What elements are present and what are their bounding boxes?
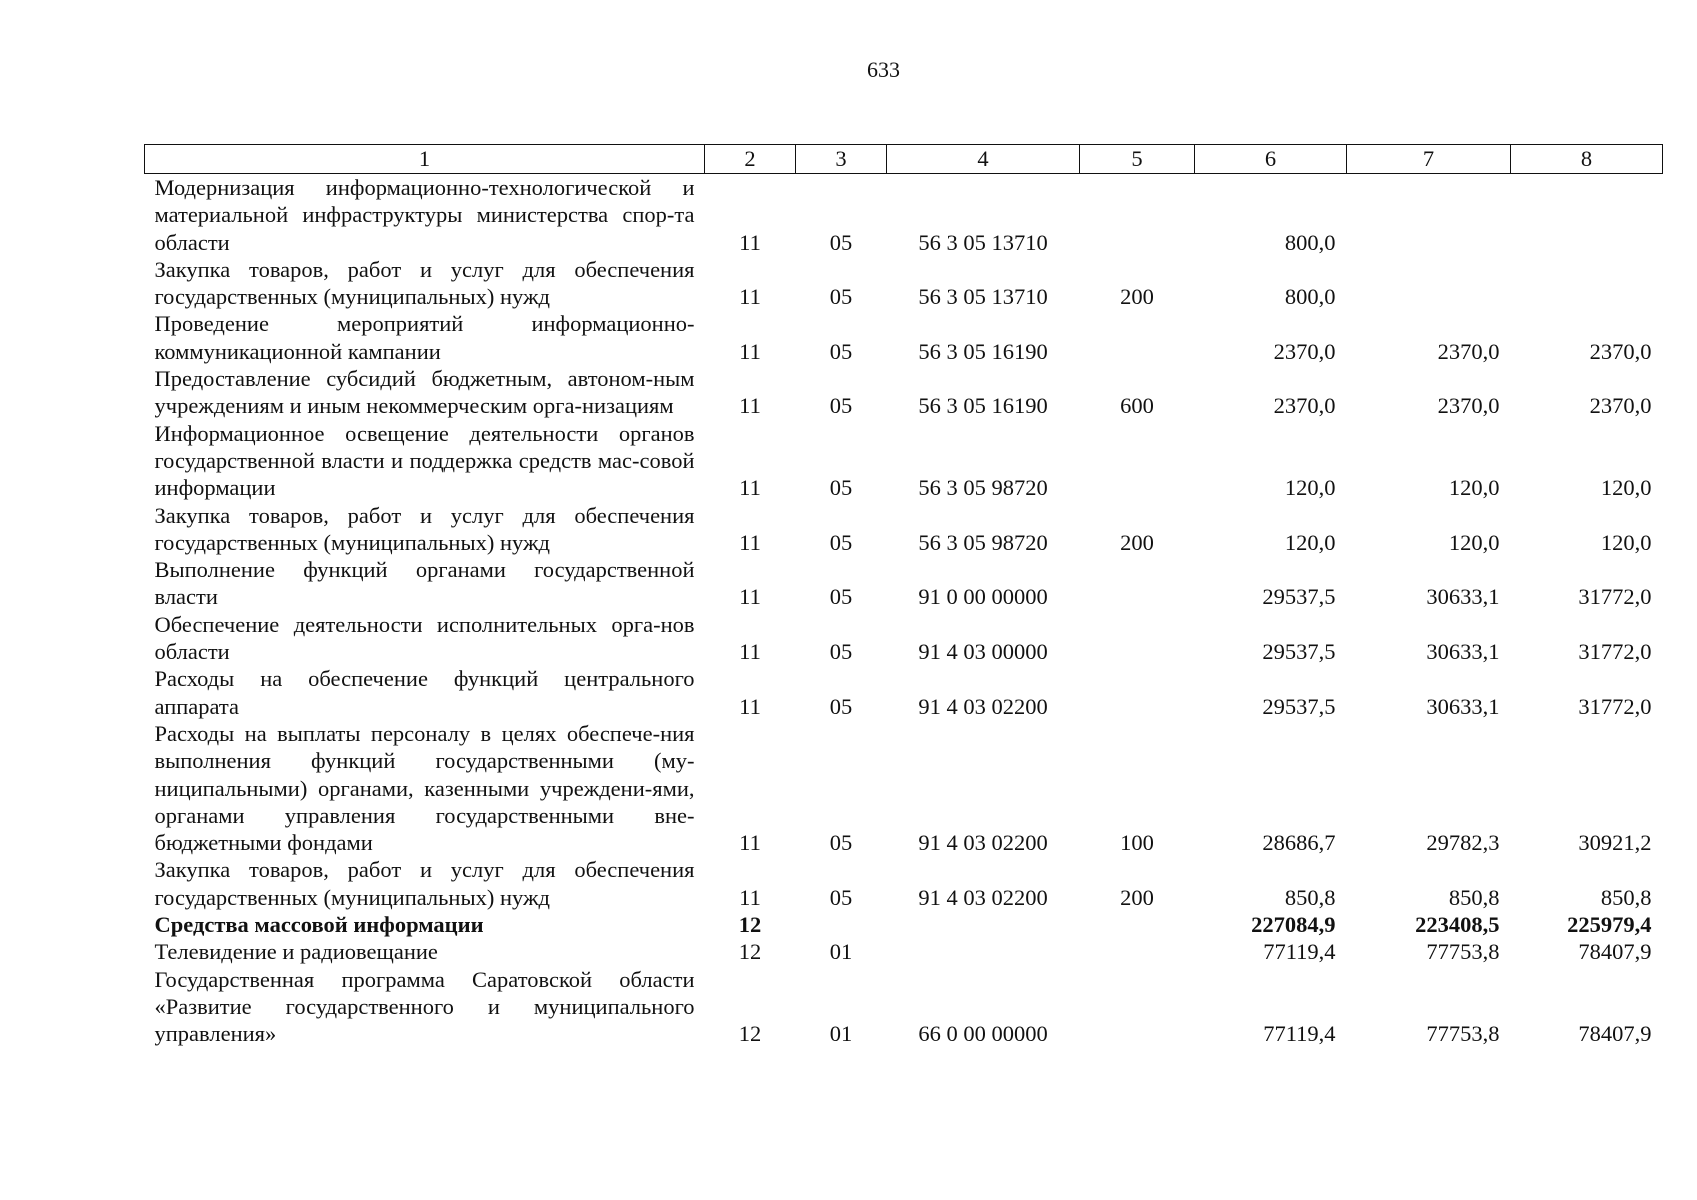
row-amount-col7-cell <box>1347 256 1511 311</box>
row-subsection-cell: 05 <box>829 284 853 310</box>
row-expense-type-cell <box>1080 938 1195 965</box>
row-target-code-cell: 56 3 05 98720 <box>918 475 1048 501</box>
row-amount-col6-cell: 850,8 <box>1284 884 1336 910</box>
row-amount-col6-cell: 28686,7 <box>1262 830 1336 856</box>
row-expense-type-cell: 200 <box>1120 884 1154 910</box>
row-name-cell: Закупка товаров, работ и услуг для обеспечения государственных (муниципальных) нужд <box>154 256 695 310</box>
row-amount-col7-cell: 30633,1 <box>1426 584 1500 610</box>
row-target-code-cell: 56 3 05 16190 <box>918 393 1048 419</box>
row-expense-type-cell: 200 <box>1120 529 1154 555</box>
row-amount-col8-cell: 120,0 <box>1600 529 1652 555</box>
row-amount-col7-cell: 77753,8 <box>1426 1021 1500 1047</box>
row-target-code-cell: 91 4 03 00000 <box>918 639 1048 665</box>
table-row <box>145 911 1663 938</box>
row-section-cell: 12 <box>738 939 762 965</box>
row-amount-col6-cell: 29537,5 <box>1262 639 1336 665</box>
row-subsection-cell: 05 <box>829 830 853 856</box>
row-subsection-cell: 05 <box>829 884 853 910</box>
table-row <box>145 665 1663 720</box>
header-col-4: 4 <box>887 145 1080 174</box>
row-subsection-cell: 05 <box>829 229 853 255</box>
row-name-cell: Проведение мероприятий информационно-коммуникационной кампании <box>154 311 695 364</box>
table-row <box>145 420 1663 502</box>
row-expense-type-cell <box>1080 611 1195 666</box>
row-target-code-cell: 56 3 05 16190 <box>918 338 1048 364</box>
row-section-cell: 11 <box>739 338 761 364</box>
row-subsection-cell: 01 <box>829 1021 853 1047</box>
row-expense-type-cell <box>1080 174 1195 256</box>
row-amount-col7-cell: 2370,0 <box>1437 338 1500 364</box>
table-row <box>145 938 1663 965</box>
row-amount-col7-cell: 2370,0 <box>1437 393 1500 419</box>
row-name-cell: Информационное освещение деятельности органов государственной власти и поддержка средств мас-совой информации <box>154 420 695 501</box>
row-amount-col6-cell: 2370,0 <box>1273 393 1336 419</box>
row-subsection-cell: 05 <box>829 584 853 610</box>
row-target-code-cell: 66 0 00 00000 <box>918 1021 1048 1047</box>
row-amount-col8-cell: 225979,4 <box>1567 912 1652 938</box>
row-subsection-cell: 05 <box>829 475 853 501</box>
row-target-code-cell: 56 3 05 13710 <box>918 284 1048 310</box>
row-target-code-cell <box>887 911 1080 938</box>
row-name-cell: Закупка товаров, работ и услуг для обеспечения государственных (муниципальных) нужд <box>154 857 695 910</box>
table-row <box>145 310 1663 365</box>
row-amount-col8-cell: 31772,0 <box>1578 693 1652 719</box>
header-col-2: 2 <box>705 145 796 174</box>
header-row <box>145 145 1663 174</box>
header-col-8: 8 <box>1511 145 1663 174</box>
row-section-cell: 11 <box>739 393 761 419</box>
row-amount-col7-cell: 850,8 <box>1448 884 1500 910</box>
header-col-7: 7 <box>1347 145 1511 174</box>
row-name-cell: Телевидение и радиовещание <box>154 939 438 965</box>
row-amount-col6-cell: 800,0 <box>1284 284 1336 310</box>
row-name-cell: Обеспечение деятельности исполнительных орга-нов области <box>154 611 695 665</box>
row-target-code-cell: 56 3 05 13710 <box>918 229 1048 255</box>
row-amount-col6-cell: 120,0 <box>1284 529 1336 555</box>
row-target-code-cell: 91 0 00 00000 <box>918 584 1048 610</box>
row-amount-col6-cell: 29537,5 <box>1262 693 1336 719</box>
row-section-cell: 12 <box>738 1021 762 1047</box>
row-target-code-cell: 56 3 05 98720 <box>918 529 1048 555</box>
row-amount-col6-cell: 120,0 <box>1284 475 1336 501</box>
row-section-cell: 11 <box>739 584 761 610</box>
page-number: 633 <box>867 57 900 82</box>
row-amount-col8-cell: 30921,2 <box>1578 830 1652 856</box>
header-col-3: 3 <box>796 145 887 174</box>
row-amount-col7-cell: 120,0 <box>1448 529 1500 555</box>
row-subsection-cell: 05 <box>829 693 853 719</box>
row-section-cell: 11 <box>739 884 761 910</box>
row-section-cell: 12 <box>738 912 762 938</box>
row-amount-col6-cell: 29537,5 <box>1262 584 1336 610</box>
row-subsection-cell: 05 <box>829 393 853 419</box>
row-name-cell: Модернизация информационно-технологической и материальной инфраструктуры министерства спор-та области <box>154 175 695 255</box>
row-amount-col8-cell: 2370,0 <box>1589 393 1652 419</box>
row-amount-col6-cell: 77119,4 <box>1263 939 1336 965</box>
table-row <box>145 556 1663 611</box>
row-expense-type-cell: 100 <box>1120 830 1154 856</box>
row-section-cell: 11 <box>739 693 761 719</box>
header-col-1: 1 <box>145 145 705 174</box>
row-target-code-cell: 91 4 03 02200 <box>918 693 1048 719</box>
row-amount-col7-cell <box>1347 174 1511 256</box>
row-subsection-cell <box>796 911 887 938</box>
row-target-code-cell: 91 4 03 02200 <box>918 830 1048 856</box>
row-amount-col8-cell: 78407,9 <box>1578 1021 1652 1047</box>
table-row <box>145 365 1663 420</box>
row-subsection-cell: 01 <box>829 939 853 965</box>
table-row <box>145 856 1663 911</box>
row-amount-col6-cell: 800,0 <box>1284 229 1336 255</box>
row-subsection-cell: 05 <box>829 529 853 555</box>
row-section-cell: 11 <box>739 475 761 501</box>
row-section-cell: 11 <box>739 529 761 555</box>
row-name-cell: Средства массовой информации <box>154 912 484 938</box>
row-name-cell: Государственная программа Саратовской области «Развитие государственного и муниципального управления» <box>154 966 695 1047</box>
row-amount-col7-cell: 223408,5 <box>1415 912 1500 938</box>
row-name-cell: Расходы на выплаты персоналу в целях обеспече-ния выполнения функций государственными (му-ниципальными) органами, казенными учреждени-ями, органами управления государственными вне-бюджетными фондами <box>154 720 695 856</box>
row-amount-col8-cell <box>1511 256 1663 311</box>
row-amount-col7-cell: 120,0 <box>1448 475 1500 501</box>
row-amount-col8-cell: 120,0 <box>1600 475 1652 501</box>
header-col-6: 6 <box>1195 145 1347 174</box>
row-amount-col7-cell: 29782,3 <box>1426 830 1500 856</box>
row-expense-type-cell <box>1080 911 1195 938</box>
row-amount-col8-cell: 2370,0 <box>1589 338 1652 364</box>
row-amount-col6-cell: 77119,4 <box>1263 1021 1336 1047</box>
row-expense-type-cell <box>1080 966 1195 1048</box>
row-subsection-cell: 05 <box>829 639 853 665</box>
row-section-cell: 11 <box>739 830 761 856</box>
row-amount-col8-cell: 31772,0 <box>1578 639 1652 665</box>
row-target-code-cell: 91 4 03 02200 <box>918 884 1048 910</box>
table-row <box>145 174 1663 256</box>
table-row <box>145 720 1663 856</box>
row-subsection-cell: 05 <box>829 338 853 364</box>
table-row <box>145 502 1663 557</box>
row-target-code-cell <box>887 938 1080 965</box>
table-row <box>145 966 1663 1048</box>
row-amount-col8-cell: 850,8 <box>1600 884 1652 910</box>
row-expense-type-cell <box>1080 556 1195 611</box>
row-expense-type-cell: 600 <box>1120 393 1154 419</box>
row-expense-type-cell: 200 <box>1120 284 1154 310</box>
row-amount-col8-cell <box>1511 174 1663 256</box>
row-amount-col7-cell: 77753,8 <box>1426 939 1500 965</box>
header-col-5: 5 <box>1080 145 1195 174</box>
row-name-cell: Выполнение функций органами государственной власти <box>154 557 695 610</box>
table-row <box>145 611 1663 666</box>
row-expense-type-cell <box>1080 310 1195 365</box>
row-expense-type-cell <box>1080 420 1195 502</box>
row-amount-col6-cell: 227084,9 <box>1251 912 1336 938</box>
row-name-cell: Расходы на обеспечение функций центрального аппарата <box>154 666 695 719</box>
row-amount-col6-cell: 2370,0 <box>1273 338 1336 364</box>
row-expense-type-cell <box>1080 665 1195 720</box>
row-amount-col8-cell: 78407,9 <box>1578 939 1652 965</box>
row-section-cell: 11 <box>739 639 761 665</box>
row-name-cell: Закупка товаров, работ и услуг для обеспечения государственных (муниципальных) нужд <box>154 502 695 555</box>
row-amount-col7-cell: 30633,1 <box>1426 639 1500 665</box>
row-amount-col7-cell: 30633,1 <box>1426 693 1500 719</box>
row-name-cell: Предоставление субсидий бюджетным, автоном-ным учреждениям и иным некоммерческим орга-низациям <box>154 366 695 419</box>
table-row <box>145 256 1663 311</box>
row-amount-col8-cell: 31772,0 <box>1578 584 1652 610</box>
budget-table <box>144 144 1663 1048</box>
row-section-cell: 11 <box>739 229 761 255</box>
row-section-cell: 11 <box>739 284 761 310</box>
